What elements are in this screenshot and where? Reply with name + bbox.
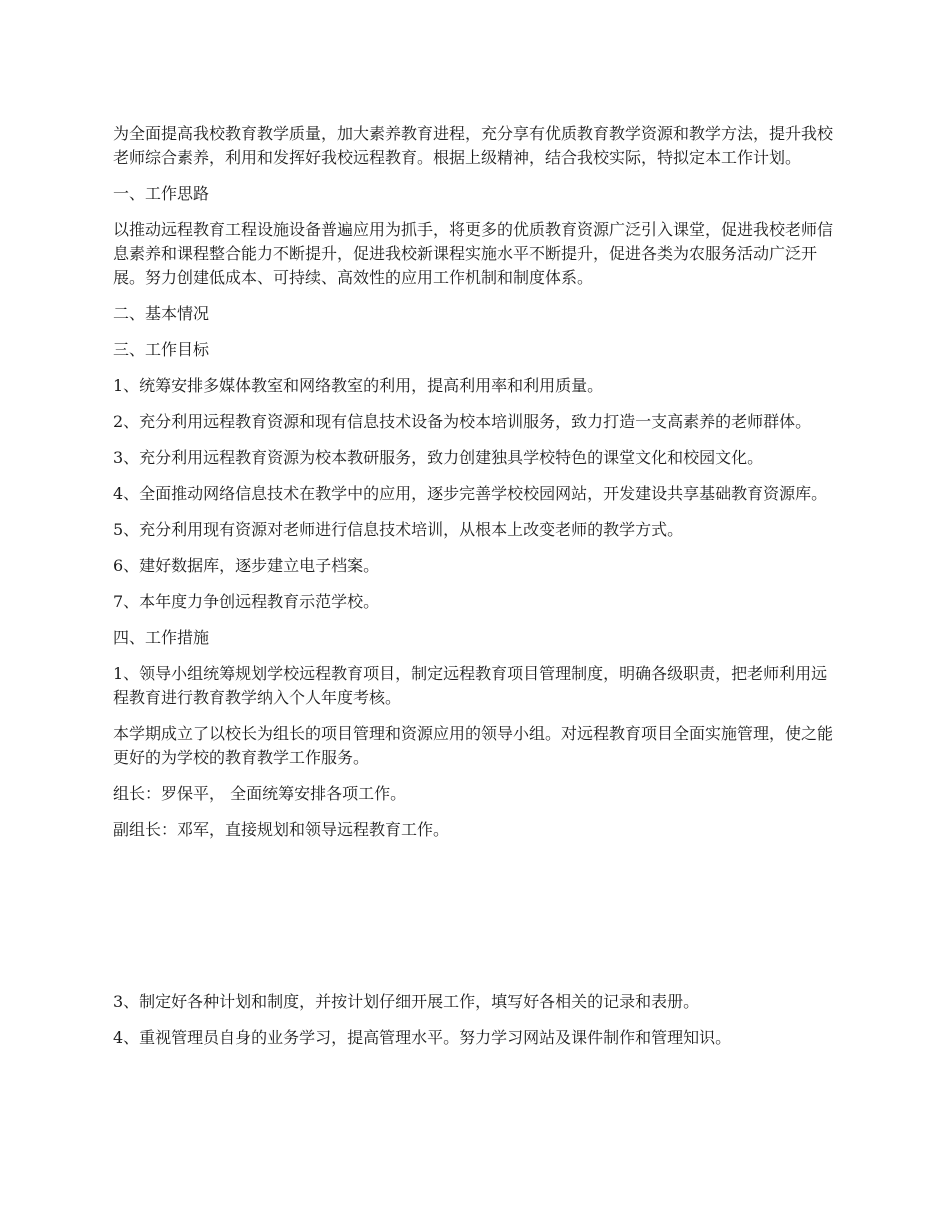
goal-item-2: 2、充分利用远程教育资源和现有信息技术设备为校本培训服务，致力打造一支高素养的老师群体。 [113,412,812,431]
section-heading-goals: 三、工作目标 [113,340,210,359]
goal-item-7: 7、本年度力争创远程教育示范学校。 [113,592,380,611]
goal-item-3: 3、充分利用远程教育资源为校本教研服务，致力创建独具学校特色的课堂文化和校园文化。 [113,448,764,467]
deputy-leader-line: 副组长：邓军，直接规划和领导远程教育工作。 [113,820,450,839]
section-heading-approach: 一、工作思路 [113,184,210,203]
section-heading-basic-situation: 二、基本情况 [113,304,210,323]
document-page [113,122,843,1062]
blank-gap [113,854,843,990]
goal-item-4: 4、全面推动网络信息技术在教学中的应用，逐步完善学校校园网站，开发建设共享基础教育资源库。 [113,484,828,503]
goal-item-5: 5、充分利用现有资源对老师进行信息技术培训，从根本上改变老师的教学方式。 [113,520,684,539]
measure-item-4: 4、重视管理员自身的业务学习，提高管理水平。努力学习网站及课件制作和管理知识。 [113,1028,732,1047]
intro-paragraph: 为全面提高我校教育教学质量，加大素养教育进程，充分享有优质教育教学资源和教学方法，提升我校老师综合素养，利用和发挥好我校远程教育。根据上级精神，结合我校实际，特拟定本工作计划。 [113,124,834,167]
goal-item-6: 6、建好数据库，逐步建立电子档案。 [113,556,380,575]
approach-paragraph: 以推动远程教育工程设施设备普遍应用为抓手，将更多的优质教育资源广泛引入课堂，促进我校老师信息素养和课程整合能力不断提升，促进我校新课程实施水平不断提升，促进各类为农服务活动广泛开展。努力创建低成本、可持续、高效性的应用工作机制和制度体系。 [113,220,834,287]
goal-item-1: 1、统筹安排多媒体教室和网络教室的利用，提高利用率和利用质量。 [113,376,604,395]
measure-item-3: 3、制定好各种计划和制度，并按计划仔细开展工作，填写好各相关的记录和表册。 [113,992,700,1011]
measure-1-detail: 本学期成立了以校长为组长的项目管理和资源应用的领导小组。对远程教育项目全面实施管理，使之能更好的为学校的教育教学工作服务。 [113,724,834,767]
section-heading-measures: 四、工作措施 [113,628,210,647]
measure-item-1: 1、领导小组统筹规划学校远程教育项目，制定远程教育项目管理制度，明确各级职责，把老师利用远程教育进行教育教学纳入个人年度考核。 [113,664,828,707]
leader-line: 组长：罗保平， 全面统筹安排各项工作。 [113,784,407,803]
